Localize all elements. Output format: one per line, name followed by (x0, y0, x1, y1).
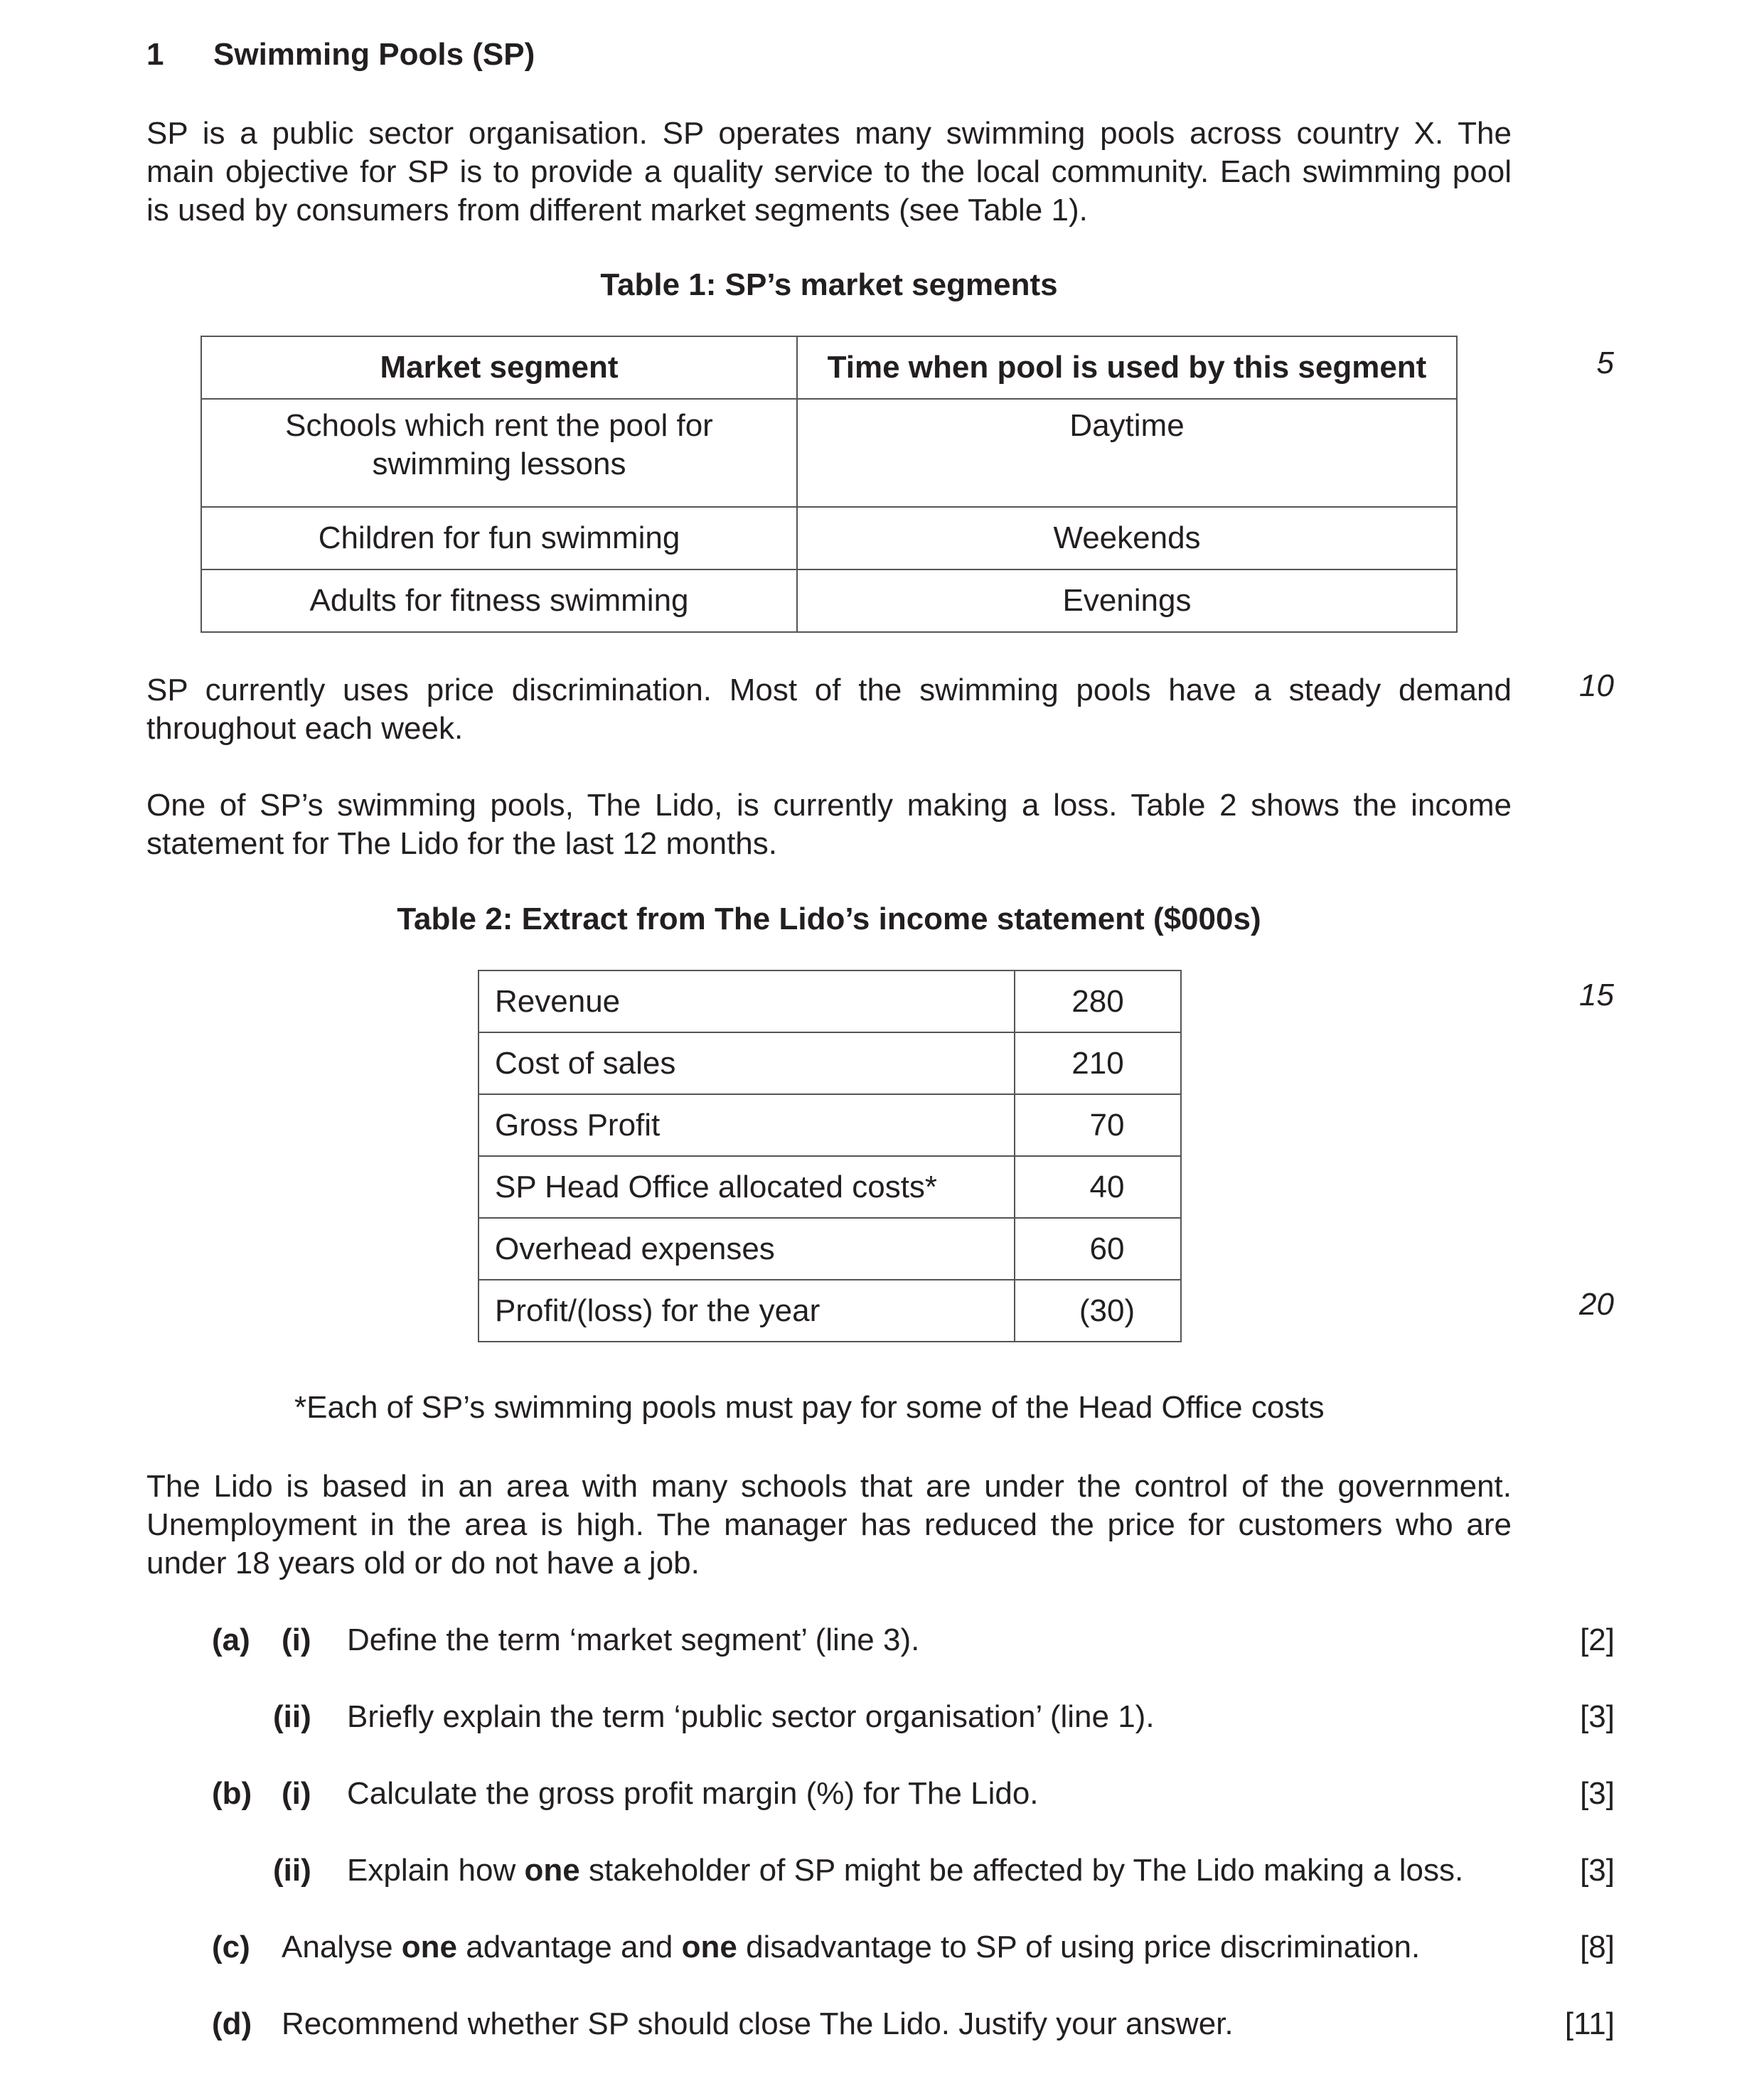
part-label: (c) (212, 1930, 250, 1964)
emphasis: one (681, 1930, 737, 1964)
text-segment: disadvantage to SP of using price discrimination. (737, 1930, 1421, 1964)
market-segments-table (201, 336, 1458, 633)
part-label: (a) (212, 1622, 250, 1657)
table-cell: Children for fun swimming (201, 507, 797, 569)
line-item: Profit/(loss) for the year (479, 1280, 1015, 1342)
table-row (479, 970, 1181, 1032)
text-segment: Explain how (347, 1853, 525, 1888)
subpart-label: (ii) (273, 1699, 311, 1734)
table-row (479, 1218, 1181, 1280)
emphasis: one (524, 1853, 580, 1888)
question-text: Recommend whether SP should close The Lido. Justify your answer. (282, 2006, 1234, 2041)
paragraph-line: One of SP’s swimming pools, The Lido, is currently making a loss. Table 2 shows the income (146, 788, 1512, 823)
marks: [2] (1580, 1622, 1615, 1657)
cell-line: swimming lessons (372, 446, 626, 481)
part-label: (d) (212, 2006, 252, 2041)
table-row (479, 1280, 1181, 1342)
line-item: Cost of sales (479, 1032, 1015, 1094)
emphasis: one (401, 1930, 457, 1964)
line-value: 210 (1015, 1032, 1181, 1094)
intro-line: is used by consumers from different market segments (see Table 1). (146, 193, 1088, 228)
lido-loss-paragraph (146, 786, 1512, 863)
question-text: Briefly explain the term ‘public sector organisation’ (line 1). (347, 1699, 1155, 1734)
table-cell: Evenings (797, 569, 1457, 632)
price-discrimination-paragraph (146, 671, 1512, 748)
text-segment: stakeholder of SP might be affected by The Lido making a loss. (579, 1853, 1464, 1888)
line-item: SP Head Office allocated costs* (479, 1156, 1015, 1218)
part-label: (b) (212, 1776, 252, 1811)
table-cell: Adults for fitness swimming (201, 569, 797, 632)
table-row (479, 1032, 1181, 1094)
table-row (201, 507, 1457, 569)
paragraph-line: SP currently uses price discrimination. Most of the swimming pools have a steady demand (146, 673, 1512, 707)
marks: [3] (1580, 1776, 1615, 1811)
text-segment: advantage and (457, 1930, 682, 1964)
text-segment: Analyse (282, 1930, 402, 1964)
income-statement-table (478, 970, 1182, 1342)
marks: [11] (1564, 2006, 1615, 2041)
question-text (282, 1928, 1420, 1967)
table1-caption: Table 1: SP’s market segments (600, 267, 1058, 302)
table-row (479, 1156, 1181, 1218)
intro-line: SP is a public sector organisation. SP operates many swimming pools across country X. The (146, 116, 1512, 151)
marks: [3] (1580, 1853, 1615, 1888)
table-row (201, 569, 1457, 632)
lido-area-paragraph (146, 1467, 1512, 1583)
column-header: Market segment (201, 336, 797, 399)
line-number: 10 (1579, 668, 1614, 703)
subpart-label: (i) (282, 1622, 311, 1657)
intro-line: main objective for SP is to provide a quality service to the local community. Each swimming pool (146, 154, 1512, 189)
question-text: Define the term ‘market segment’ (line 3). (347, 1622, 920, 1657)
question-text (347, 1851, 1463, 1890)
line-value: 70 (1015, 1094, 1181, 1156)
cell-line: Schools which rent the pool for (285, 408, 713, 443)
column-header: Time when pool is used by this segment (797, 336, 1457, 399)
question-number: 1 (146, 37, 164, 72)
table-row (201, 399, 1457, 507)
line-number: 20 (1579, 1287, 1614, 1322)
marks: [3] (1580, 1699, 1615, 1734)
table-row (479, 1094, 1181, 1156)
paragraph-line: Unemployment in the area is high. The manager has reduced the price for customers who are (146, 1507, 1512, 1542)
line-number: 5 (1596, 346, 1614, 380)
table2-caption: Table 2: Extract from The Lido’s income statement ($000s) (397, 902, 1261, 936)
line-value: 280 (1015, 970, 1181, 1032)
paragraph-line: The Lido is based in an area with many schools that are under the control of the government. (146, 1469, 1512, 1504)
table-cell (201, 399, 797, 507)
line-value: 60 (1015, 1218, 1181, 1280)
marks: [8] (1580, 1930, 1615, 1964)
paragraph-line: under 18 years old or do not have a job. (146, 1546, 700, 1581)
line-item: Gross Profit (479, 1094, 1015, 1156)
table2-footnote: *Each of SP’s swimming pools must pay for some of the Head Office costs (294, 1390, 1325, 1425)
line-item: Overhead expenses (479, 1218, 1015, 1280)
paragraph-line: throughout each week. (146, 711, 464, 746)
question-text: Calculate the gross profit margin (%) for The Lido. (347, 1776, 1039, 1811)
question-title: Swimming Pools (SP) (213, 37, 535, 72)
intro-paragraph (146, 114, 1512, 230)
subpart-label: (ii) (273, 1853, 311, 1888)
table-cell: Weekends (797, 507, 1457, 569)
line-value: (30) (1015, 1280, 1181, 1342)
line-number: 15 (1579, 978, 1614, 1012)
line-item: Revenue (479, 970, 1015, 1032)
line-value: 40 (1015, 1156, 1181, 1218)
subpart-label: (i) (282, 1776, 311, 1811)
table-header-row (201, 336, 1457, 399)
table-cell: Daytime (797, 399, 1457, 507)
paragraph-line: statement for The Lido for the last 12 months. (146, 826, 778, 861)
